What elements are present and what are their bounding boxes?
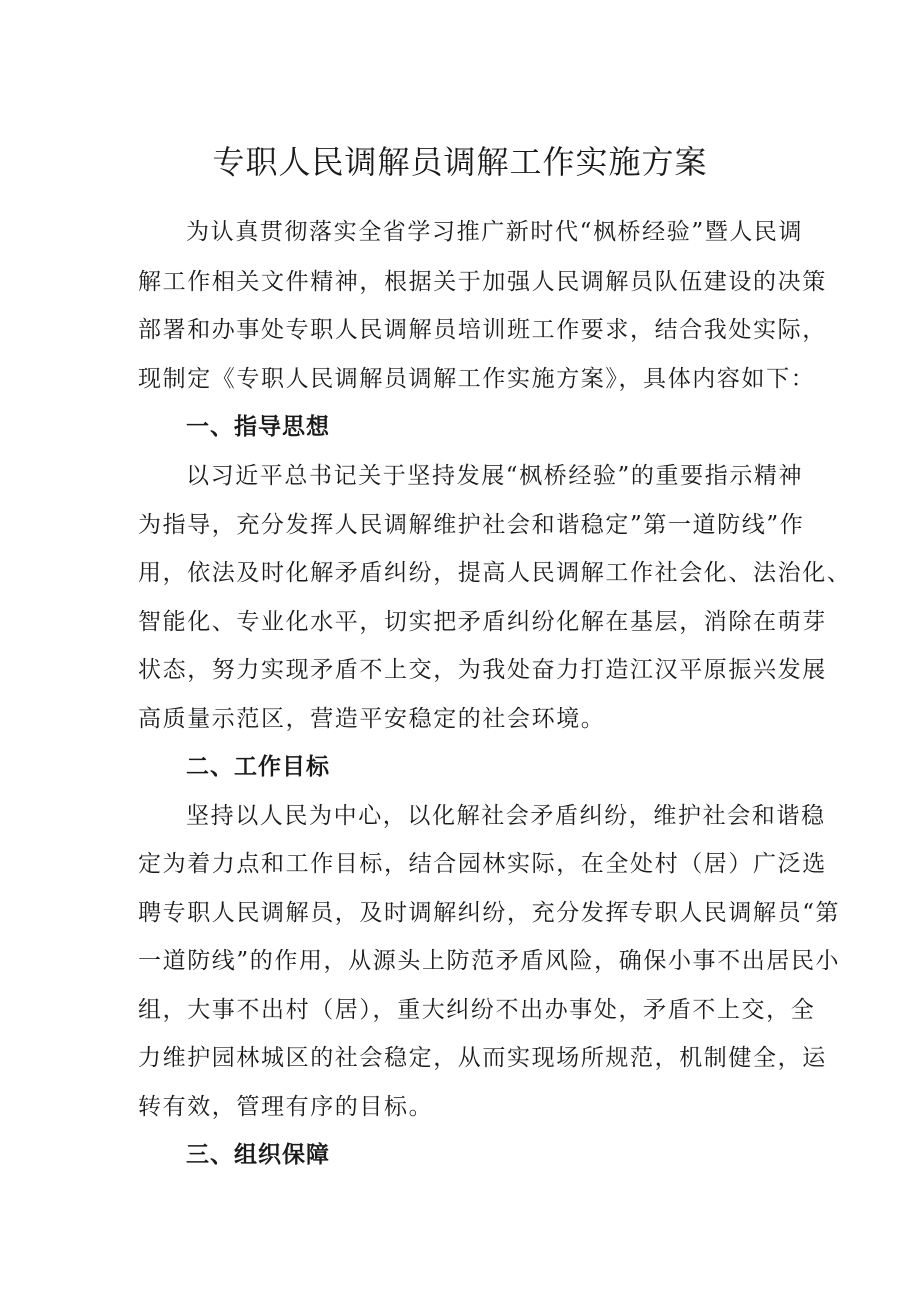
section-2-line-4: 一道防线”的作用，从源头上防范矛盾风险，确保小事不出居民小 xyxy=(138,948,841,974)
section-1-line-1: 以习近平总书记关于坚持发展“枫桥经验”的重要指示精神 xyxy=(186,463,804,489)
document-title: 专职人民调解员调解工作实施方案 xyxy=(212,143,708,181)
section-1-line-5: 状态，努力实现矛盾不上交，为我处奋力打造江汉平原振兴发展 xyxy=(138,657,827,683)
section-heading-1: 一、指导思想 xyxy=(186,414,330,440)
section-2-line-6: 力维护园林城区的社会稳定，从而实现场所规范，机制健全，运 xyxy=(138,1045,827,1071)
section-heading-3: 三、组织保障 xyxy=(186,1142,330,1168)
section-2-line-2: 定为着力点和工作目标，结合园林实际，在全处村（居）广泛选 xyxy=(138,851,827,877)
section-heading-2: 二、工作目标 xyxy=(186,754,330,780)
intro-line-2: 解工作相关文件精神，根据关于加强人民调解员队伍建设的决策 xyxy=(138,269,827,295)
intro-line-3: 部署和办事处专职人民调解员培训班工作要求，结合我处实际， xyxy=(138,317,827,343)
section-1-line-2: 为指导，充分发挥人民调解维护社会和谐稳定”第一道防线”作 xyxy=(138,512,805,538)
section-1-line-4: 智能化、专业化水平，切实把矛盾纠纷化解在基层，消除在萌芽 xyxy=(138,609,827,635)
section-1-line-3: 用，依法及时化解矛盾纠纷，提高人民调解工作社会化、法治化、 xyxy=(138,560,852,586)
section-2-line-1: 坚持以人民为中心，以化解社会矛盾纠纷，维护社会和谐稳 xyxy=(186,803,826,829)
intro-line-4: 现制定《专职人民调解员调解工作实施方案》，具体内容如下： xyxy=(138,366,816,392)
section-1-line-6: 高质量示范区，营造平安稳定的社会环境。 xyxy=(138,706,606,732)
section-2-line-3: 聘专职人民调解员，及时调解纠纷，充分发挥专职人民调解员“第 xyxy=(138,900,841,926)
section-2-line-5: 组，大事不出村（居），重大纠纷不出办事处，矛盾不上交，全 xyxy=(138,997,816,1023)
intro-line-1: 为认真贯彻落实全省学习推广新时代“枫桥经验”暨人民调 xyxy=(186,219,804,245)
section-2-line-7: 转有效，管理有序的目标。 xyxy=(138,1094,434,1120)
